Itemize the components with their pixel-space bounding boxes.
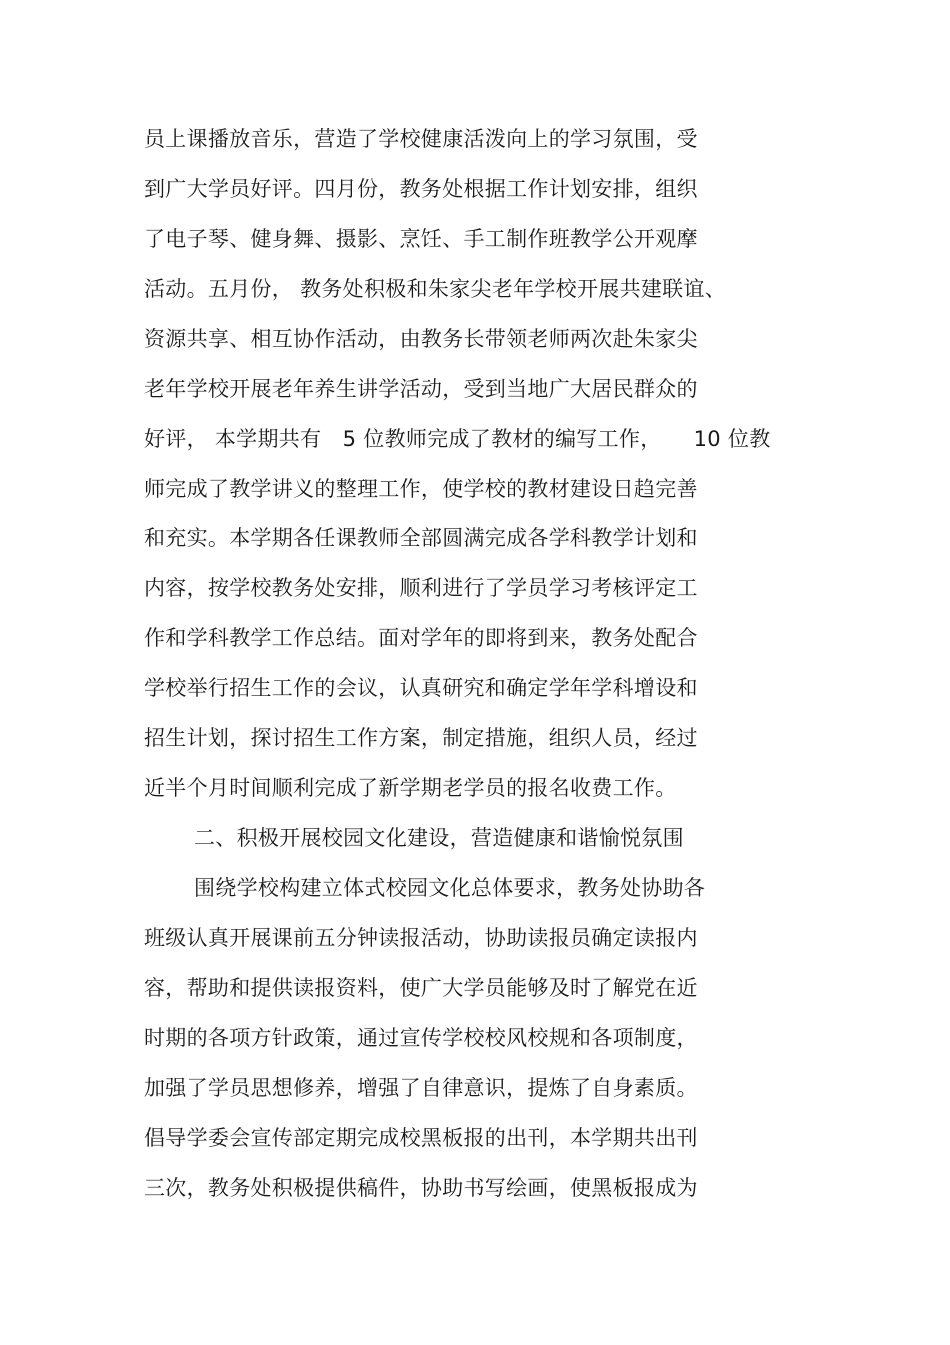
text-line: 到广大学员好评。四月份，教务处根据工作计划安排，组织	[144, 177, 698, 201]
text-line: 资源共享、相互协作活动，由教务长带领老师两次赴朱家尖	[144, 327, 698, 351]
section-heading: 二、积极开展校园文化建设，营造健康和谐愉悦氛围	[194, 826, 684, 850]
text-line: 内容，按学校教务处安排，顺利进行了学员学习考核评定工	[144, 576, 698, 600]
text-line: 加强了学员思想修养，增强了自律意识，提炼了自身素质。	[144, 1076, 698, 1100]
text-line: 近半个月时间顺利完成了新学期老学员的报名收费工作。	[144, 776, 677, 800]
text-line: 和充实。本学期各任课教师全部圆满完成各学科教学计划和	[144, 526, 698, 550]
text-line: 三次，教务处积极提供稿件，协助书写绘画，使黑板报成为	[144, 1176, 698, 1200]
text-line: 学校举行招生工作的会议，认真研究和确定学年学科增设和	[144, 676, 698, 700]
text-line: 班级认真开展课前五分钟读报活动，协助读报员确定读报内	[144, 926, 698, 950]
text-line: 师完成了教学讲义的整理工作，使学校的教材建设日趋完善	[144, 477, 698, 501]
text-line: 好评， 本学期共有 5 位教师完成了教材的编写工作， 10 位教	[144, 427, 771, 451]
text-line: 招生计划，探讨招生工作方案，制定措施，组织人员，经过	[144, 726, 698, 750]
text-line: 活动。五月份， 教务处积极和朱家尖老年学校开展共建联谊、	[144, 277, 727, 301]
text-line: 老年学校开展老年养生讲学活动，受到当地广大居民群众的	[144, 377, 698, 401]
text-line: 容，帮助和提供读报资料，使广大学员能够及时了解党在近	[144, 976, 698, 1000]
text-line: 倡导学委会宣传部定期完成校黑板报的出刊，本学期共出刊	[144, 1126, 698, 1150]
text-line: 时期的各项方针政策，通过宣传学校校风校规和各项制度，	[144, 1026, 698, 1050]
text-line: 员上课播放音乐，营造了学校健康活泼向上的学习氛围，受	[144, 127, 698, 151]
text-line: 了电子琴、健身舞、摄影、烹饪、手工制作班教学公开观摩	[144, 227, 698, 251]
text-line: 作和学科教学工作总结。面对学年的即将到来，教务处配合	[144, 626, 698, 650]
text-line: 围绕学校构建立体式校园文化总体要求，教务处协助各	[194, 876, 706, 900]
